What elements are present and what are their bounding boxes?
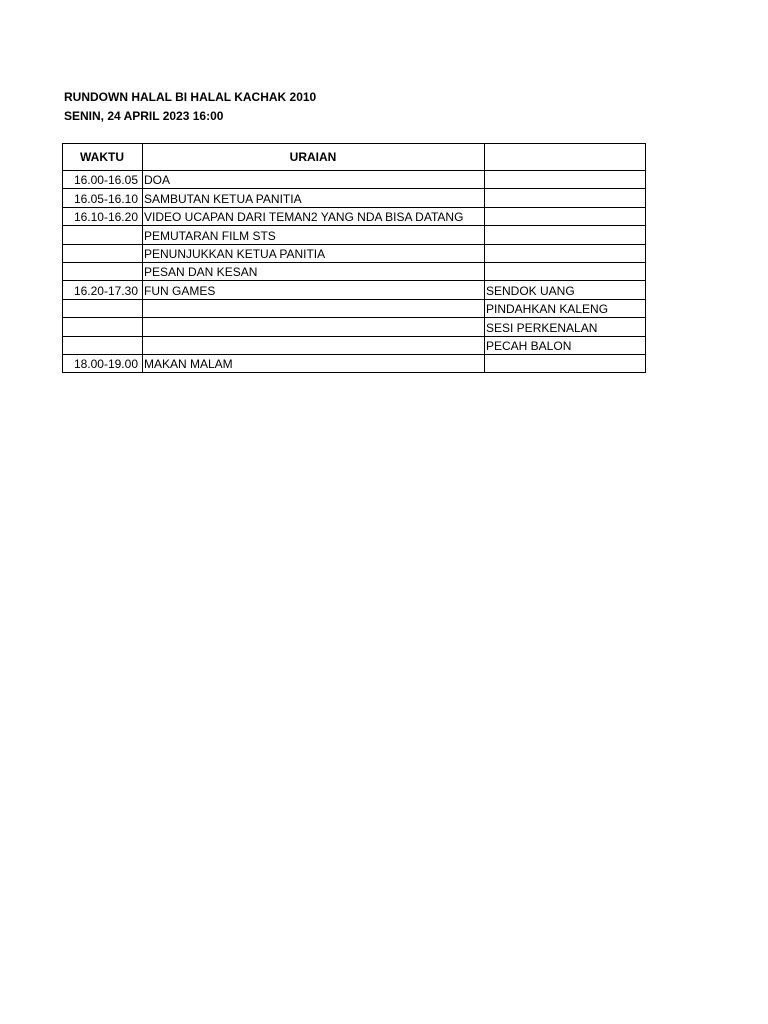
- table-row: [63, 189, 646, 207]
- cell-uraian: PEMUTARAN FILM STS: [143, 226, 485, 244]
- cell-waktu: [63, 336, 143, 354]
- table-row: [63, 318, 646, 336]
- cell-uraian: [143, 299, 485, 317]
- cell-uraian: FUN GAMES: [143, 281, 485, 299]
- cell-waktu: [63, 262, 143, 280]
- cell-waktu: [63, 244, 143, 262]
- document-date: SENIN, 24 APRIL 2023 16:00: [64, 108, 224, 123]
- document-title: RUNDOWN HALAL BI HALAL KACHAK 2010: [64, 90, 317, 104]
- table-header-row: [63, 144, 646, 171]
- cell-extra: [485, 226, 646, 244]
- cell-extra: PECAH BALON: [485, 336, 646, 354]
- table-row: [63, 244, 646, 262]
- cell-extra: SENDOK UANG: [485, 281, 646, 299]
- cell-extra: [485, 207, 646, 225]
- table-row: [63, 207, 646, 225]
- table-row: [63, 336, 646, 354]
- cell-extra: [485, 244, 646, 262]
- table-row: [63, 281, 646, 299]
- cell-waktu: 16.10-16.20: [63, 207, 143, 225]
- cell-waktu: 16.20-17.30: [63, 281, 143, 299]
- document-title-block: [64, 88, 316, 125]
- header-extra: [485, 144, 646, 171]
- cell-extra: SESI PERKENALAN: [485, 318, 646, 336]
- cell-waktu: [63, 299, 143, 317]
- rundown-table: [62, 143, 646, 373]
- cell-uraian: [143, 318, 485, 336]
- cell-uraian: [143, 336, 485, 354]
- table-row: [63, 226, 646, 244]
- cell-extra: [485, 354, 646, 372]
- cell-waktu: [63, 318, 143, 336]
- table-row: [63, 299, 646, 317]
- cell-extra: [485, 189, 646, 207]
- cell-waktu: [63, 226, 143, 244]
- cell-extra: PINDAHKAN KALENG: [485, 299, 646, 317]
- cell-waktu: 16.00-16.05: [63, 171, 143, 189]
- table-row: [63, 262, 646, 280]
- table-row: [63, 354, 646, 372]
- cell-waktu: 16.05-16.10: [63, 189, 143, 207]
- cell-extra: [485, 171, 646, 189]
- cell-waktu: 18.00-19.00: [63, 354, 143, 372]
- cell-uraian: PENUNJUKKAN KETUA PANITIA: [143, 244, 485, 262]
- header-waktu: WAKTU: [63, 144, 143, 171]
- cell-extra: [485, 262, 646, 280]
- header-uraian: URAIAN: [143, 144, 485, 171]
- cell-uraian: VIDEO UCAPAN DARI TEMAN2 YANG NDA BISA DATANG: [143, 207, 485, 225]
- cell-uraian: PESAN DAN KESAN: [143, 262, 485, 280]
- cell-uraian: MAKAN MALAM: [143, 354, 485, 372]
- table-row: [63, 171, 646, 189]
- cell-uraian: DOA: [143, 171, 485, 189]
- cell-uraian: SAMBUTAN KETUA PANITIA: [143, 189, 485, 207]
